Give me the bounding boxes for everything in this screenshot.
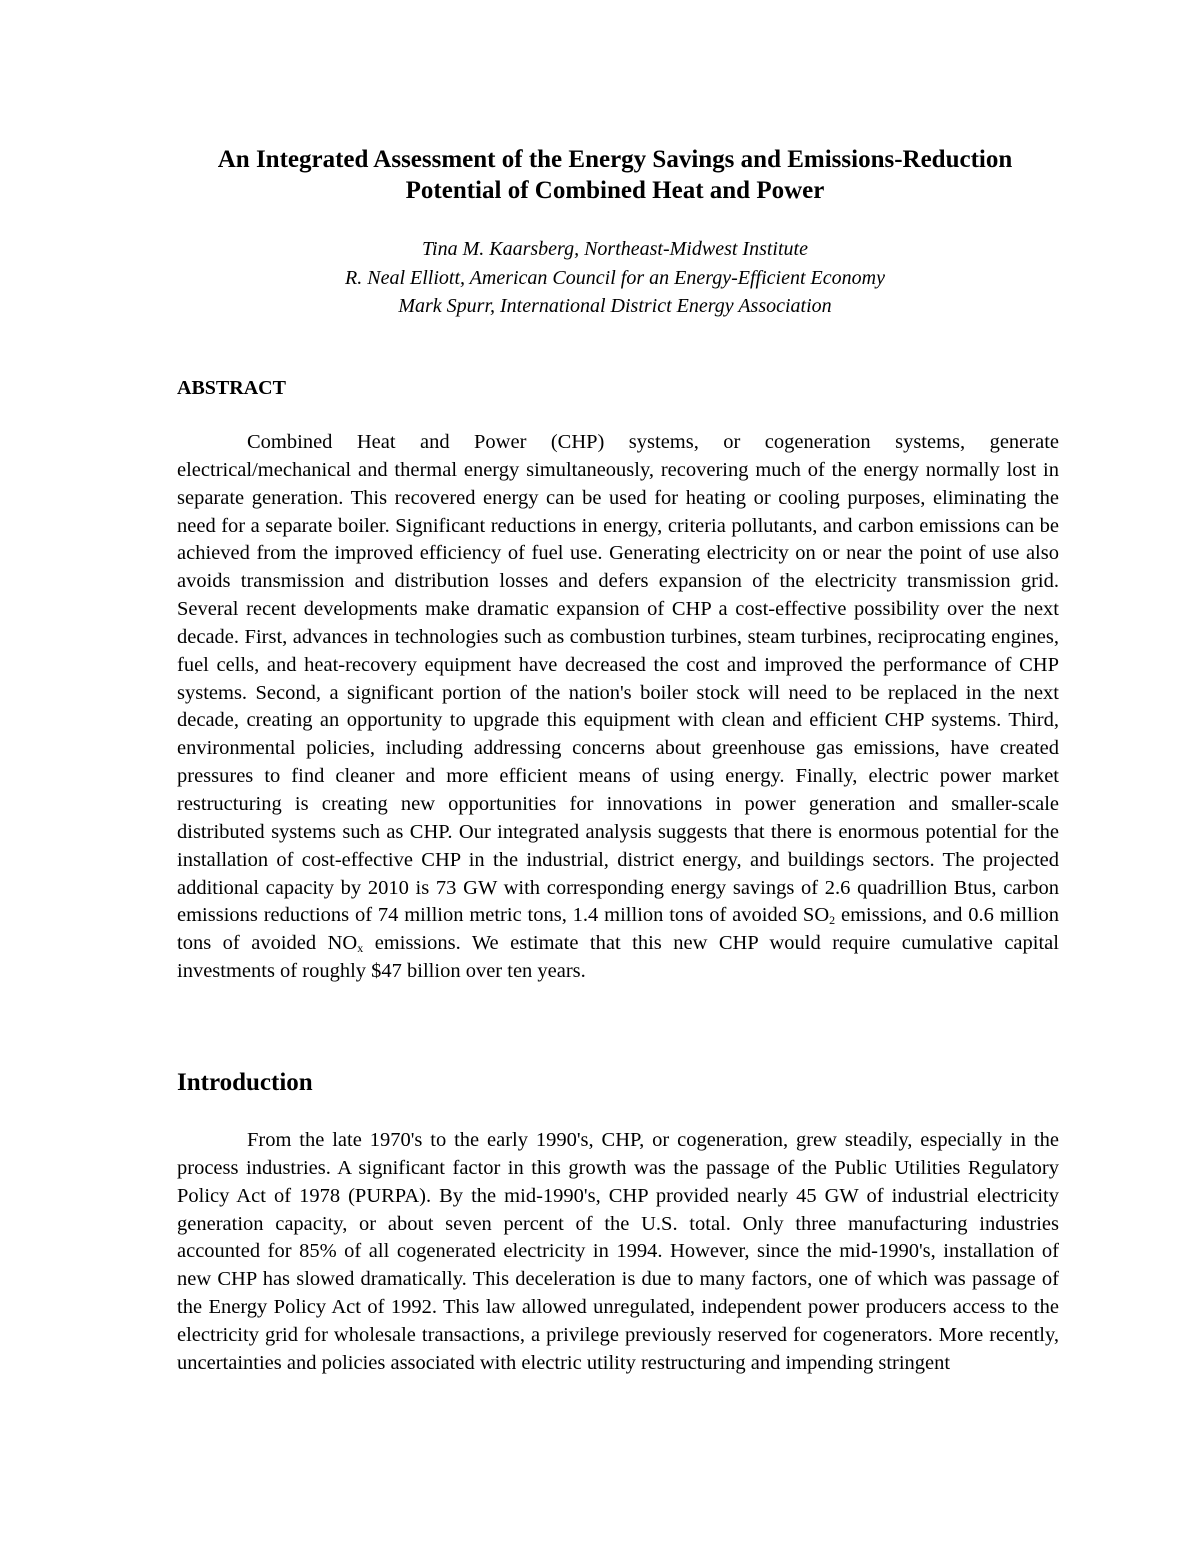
- introduction-heading: Introduction: [177, 1069, 313, 1096]
- abstract-heading: ABSTRACT: [177, 377, 286, 399]
- paper-title-line-1: An Integrated Assessment of the Energy Savings and Emissions-Reduction: [217, 146, 1013, 173]
- introduction-paragraph: From the late 1970's to the early 1990's, CHP, or cogeneration, grew steadily, especially in the process industries. A significant factor in this growth was the passage of the Public Utilities Regulatory Policy Act of 1978 (PURPA). By the mid-1990's, CHP provided nearly 45 GW of industrial electricity generation capacity, or about seven percent of the U.S. total. Only three manufacturing industries accounted for 85% of all cogenerated electricity in 1994. However, since the mid-1990's, installation of new CHP has slowed dramatically. This deceleration is due to many factors, one of which was passage of the Energy Policy Act of 1992. This law allowed unregulated, independent power producers access to the electricity grid for wholesale transactions, a privilege previously reserved for cogenerators. More recently, uncertainties and policies associated with electric utility restructuring and impending stringent: [177, 1129, 1059, 1374]
- nox-subscript: x: [357, 941, 364, 956]
- paper-title-line-2: Potential of Combined Heat and Power: [405, 177, 825, 204]
- abstract-text-part-1: Combined Heat and Power (CHP) systems, or cogeneration systems, generate electrical/mechanical and thermal energy simultaneously, recovering much of the energy normally lost in separate generation. This recovered energy can be used for heating or cooling purposes, eliminating the need for a separate boiler. Significant reductions in energy, criteria pollutants, and carbon emissions can be achieved from the improved efficiency of fuel use. Generating electricity on or near the point of use also avoids transmission and distribution losses and defers expansion of the electricity transmission grid. Several recent developments make dramatic expansion of CHP a cost-effective possibility over the next decade. First, advances in technologies such as combustion turbines, steam turbines, reciprocating engines, fuel cells, and heat-recovery equipment have decreased the cost and improved the performance of CHP systems. Second, a significant portion of the nation's boiler stock will need to be replaced in the next decade, creating an opportunity to upgrade this equipment with clean and efficient CHP systems. Third, environmental policies, including addressing concerns about greenhouse gas emissions, have created pressures to find cleaner and more efficient means of using energy. Finally, electric power market restructuring is creating new opportunities for innovations in power generation and smaller-scale distributed systems such as CHP. Our integrated analysis suggests that there is enormous potential for the installation of cost-effective CHP in the industrial, district energy, and buildings sectors. The projected additional capacity by 2010 is 73 GW with corresponding energy savings of 2.6 quadrillion Btus, carbon emissions reductions of 74 million metric tons, 1.4 million tons of avoided SO: [177, 431, 1059, 927]
- paper-title: [140, 144, 1090, 206]
- abstract-paragraph: [177, 429, 1059, 986]
- abstract-text-part-2: emissions, and 0.6 million tons of avoided NO: [177, 904, 1059, 955]
- author-line: R. Neal Elliott, American Council for an Energy-Efficient Economy: [345, 266, 885, 289]
- abstract-text-part-3: emissions. We estimate that this new CHP would require cumulative capital investments of roughly $47 billion over ten years.: [177, 932, 1059, 983]
- author-line: Tina M. Kaarsberg, Northeast-Midwest Institute: [422, 238, 808, 260]
- so2-subscript: 2: [829, 913, 836, 928]
- author-list: [140, 235, 1090, 321]
- author-line: Mark Spurr, International District Energy Association: [398, 295, 832, 317]
